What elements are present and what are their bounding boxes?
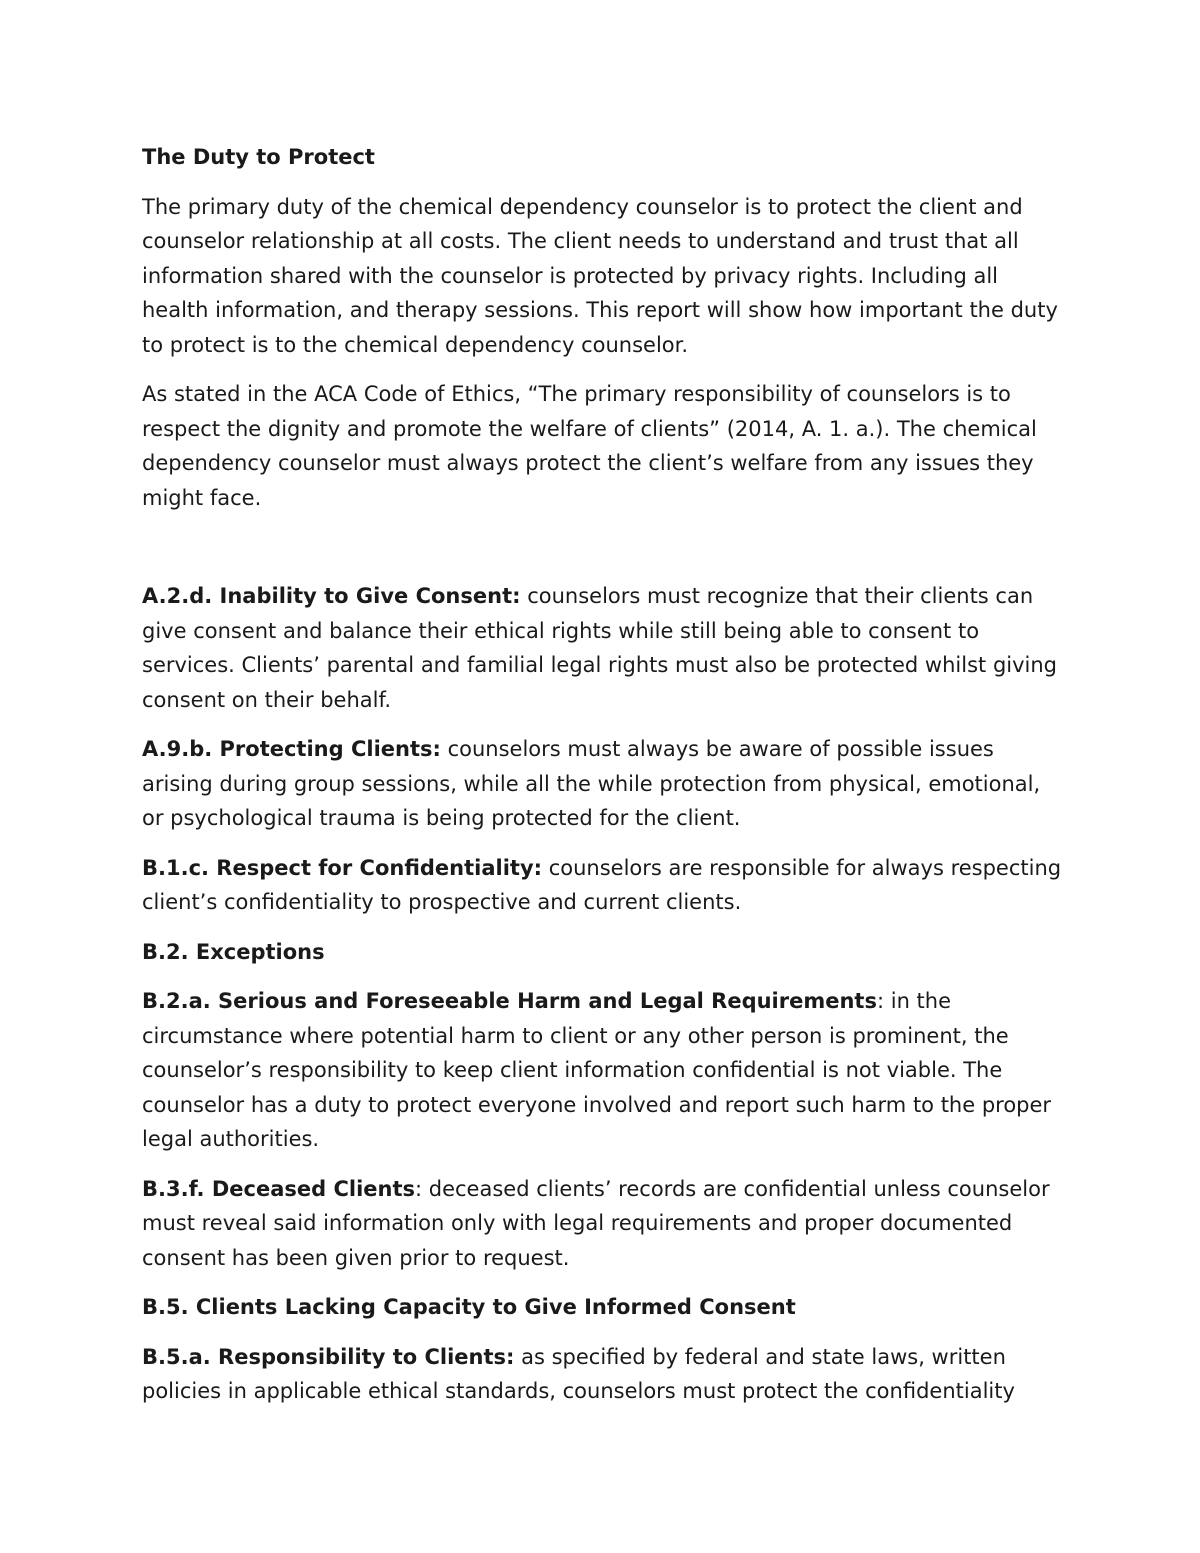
section-b1c-text: counselors are responsible for always respecting client’s confidentiality to prospective and current clients. <box>142 855 1062 914</box>
section-a2d-label: A.2.d. Inability to Give Consent: <box>142 584 521 608</box>
section-b2a-label: B.2.a. Serious and Foreseeable Harm and Legal Requirements <box>142 989 877 1013</box>
section-b5a-label: B.5.a. Responsibility to Clients: <box>142 1344 515 1369</box>
section-a9b <box>142 732 1062 836</box>
section-b2a <box>142 984 1062 1157</box>
section-b2 <box>142 935 1062 970</box>
section-a9b-text: counselors must always be aware of possible issues arising during group sessions, while all the while protection from physical, emotional, or psychological trauma is being protected for the client. <box>142 737 1041 830</box>
page-title: The Duty to Protect <box>142 145 375 169</box>
aca-paragraph: As stated in the ACA Code of Ethics, “The primary responsibility of counselors is to respect the dignity and promote the welfare of clients” (2014, A. 1. a.). The chemical dependency counselor must always protect the client’s welfare from any issues they might face. <box>142 382 1037 510</box>
intro-paragraph: The primary duty of the chemical dependency counselor is to protect the client and counselor relationship at all costs. The client needs to understand and trust that all information shared with the counselor is protected by privacy rights. Including all health information, and therapy sessions. This report will show how important the duty to protect is to the chemical dependency counselor. <box>142 194 1058 357</box>
section-b2-label: B.2. Exceptions <box>142 939 325 964</box>
section-a2d-text: counselors must recognize that their clients can give consent and balance their ethical rights while still being able to consent to services. Clients’ parental and familial legal rights must also be protected whilst giving consent on their behalf. <box>142 584 1058 712</box>
section-b3f-label: B.3.f. Deceased Clients <box>142 1176 416 1201</box>
section-b1c-label: B.1.c. Respect for Confidentiality: <box>142 855 543 880</box>
section-b3f <box>142 1172 1062 1276</box>
section-b5-label: B.5. Clients Lacking Capacity to Give Informed Consent <box>142 1295 796 1319</box>
section-b5 <box>142 1290 1062 1325</box>
section-b3f-text: : deceased clients’ records are confidential unless counselor must reveal said information only with legal requirements and proper documented consent has been given prior to request. <box>142 1176 1050 1270</box>
section-a2d <box>142 579 1062 717</box>
section-b5a-text: as specified by federal and state laws, written policies in applicable ethical standards, counselors must protect the confidentiality <box>142 1344 1015 1403</box>
section-b1c <box>142 851 1062 920</box>
section-b5a <box>142 1340 1062 1409</box>
section-b2a-text: : in the circumstance where potential harm to client or any other person is prominent, the counselor’s responsibility to keep client information confidential is not viable. The counselor has a duty to protect everyone involved and report such harm to the proper legal authorities. <box>142 989 1052 1151</box>
document-body <box>142 140 1062 1424</box>
section-a9b-label: A.9.b. Protecting Clients: <box>142 737 441 761</box>
